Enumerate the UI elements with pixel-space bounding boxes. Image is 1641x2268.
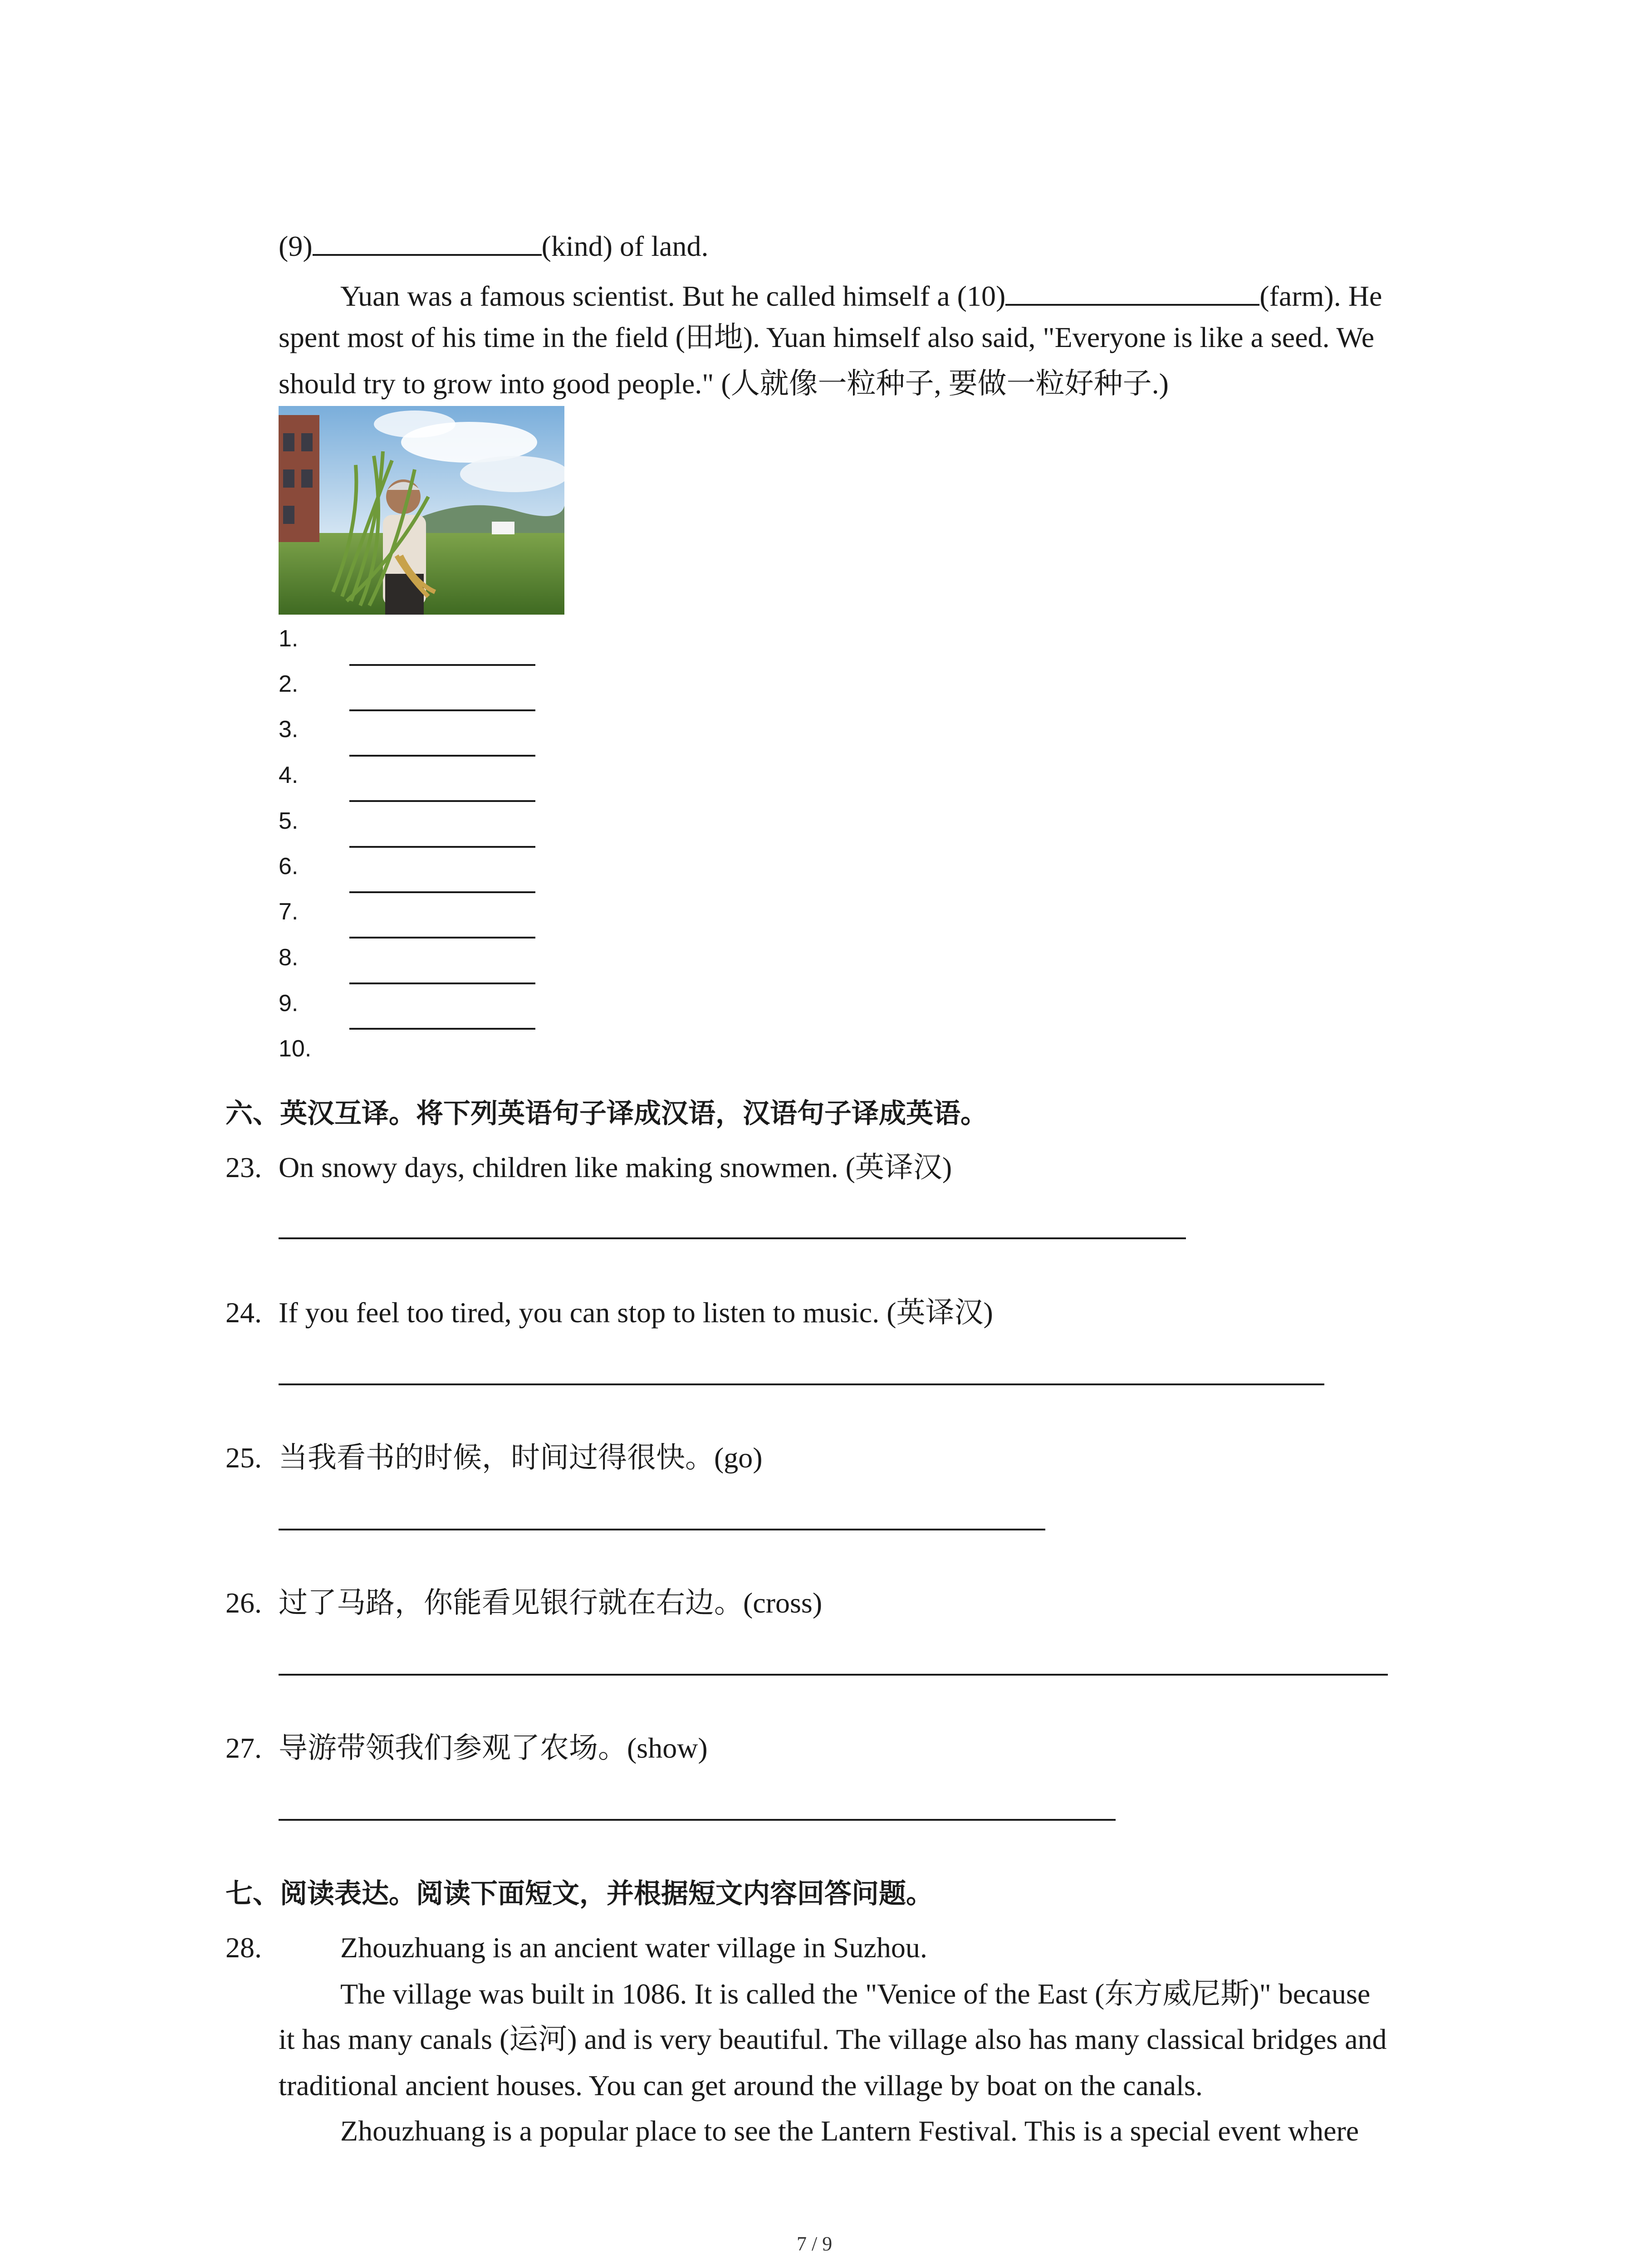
passage-line-4: should try to grow into good people." (人就像一粒种子, 要做一粒好种子.) (279, 367, 1169, 400)
answer-blank[interactable] (349, 982, 535, 984)
reading-line-3: it has many canals (运河) and is very beautiful. The village also has many classical bridges and (279, 2023, 1387, 2055)
page-number: 7 / 9 (797, 2233, 833, 2255)
reading-line-2: The village was built in 1086. It is called the "Venice of the East (东方威尼斯)" because (340, 1978, 1371, 2010)
reading-line-4: traditional ancient houses. You can get around the village by boat on the canals. (279, 2069, 1203, 2102)
photo-illustration (279, 406, 564, 615)
answer-line-27[interactable] (279, 1819, 1116, 1821)
passage-line-2: Yuan was a famous scientist. But he called himself a (10) (farm). He (340, 277, 1382, 311)
answer-number: 4. (279, 762, 299, 788)
question-26-text: 过了马路，你能看见银行就在右边。(cross) (279, 1587, 823, 1619)
answer-line-26[interactable] (279, 1674, 1388, 1676)
answer-blank[interactable] (349, 937, 535, 938)
answer-number: 8. (279, 944, 299, 971)
question-24-text: If you feel too tired, you can stop to listen to music. (英译汉) (279, 1296, 993, 1329)
blank-10[interactable] (1005, 277, 1259, 306)
question-number: 26. (225, 1587, 262, 1619)
question-number: 23. (225, 1151, 262, 1183)
answer-blank[interactable] (349, 846, 535, 848)
answer-line-24[interactable] (279, 1383, 1324, 1385)
reading-line-1: Zhouzhuang is an ancient water village in Suzhou. (340, 1931, 927, 1964)
answer-number: 9. (279, 990, 299, 1017)
passage-line-1: (9) (kind) of land. (279, 227, 709, 261)
question-25-text: 当我看书的时候，时间过得很快。(go) (279, 1442, 763, 1474)
answer-number: 7. (279, 899, 299, 925)
question-number: 27. (225, 1732, 262, 1764)
answer-blank[interactable] (349, 891, 535, 893)
answer-line-25[interactable] (279, 1529, 1045, 1530)
question-number: 25. (225, 1442, 262, 1474)
answer-number: 3. (279, 716, 299, 743)
answer-number: 6. (279, 853, 299, 880)
answer-blank[interactable] (349, 800, 535, 802)
question-number: 28. (225, 1931, 262, 1964)
passage-line-3: spent most of his time in the field (田地). Yuan himself also said, "Everyone is like a seed. We (279, 321, 1375, 353)
scientist-rice-field-photo (279, 406, 564, 615)
question-23-text: On snowy days, children like making snowmen. (英译汉) (279, 1151, 952, 1183)
answer-blank[interactable] (349, 664, 535, 666)
answer-number: 5. (279, 808, 299, 834)
section-7-heading: 七、阅读表达。阅读下面短文，并根据短文内容回答问题。 (225, 1878, 933, 1910)
answer-blank[interactable] (349, 1028, 535, 1030)
answer-number: 1. (279, 626, 299, 652)
answer-number: 2. (279, 671, 299, 697)
answer-line-23[interactable] (279, 1237, 1186, 1239)
question-number: 24. (225, 1296, 262, 1329)
answer-blank[interactable] (349, 709, 535, 711)
reading-line-5: Zhouzhuang is a popular place to see the Lantern Festival. This is a special event where (340, 2115, 1359, 2147)
question-27-text: 导游带领我们参观了农场。(show) (279, 1732, 708, 1764)
answer-number: 10. (279, 1036, 312, 1062)
section-6-heading: 六、英汉互译。将下列英语句子译成汉语，汉语句子译成英语。 (225, 1098, 988, 1129)
blank-9[interactable] (313, 227, 542, 256)
answer-blank[interactable] (349, 755, 535, 757)
